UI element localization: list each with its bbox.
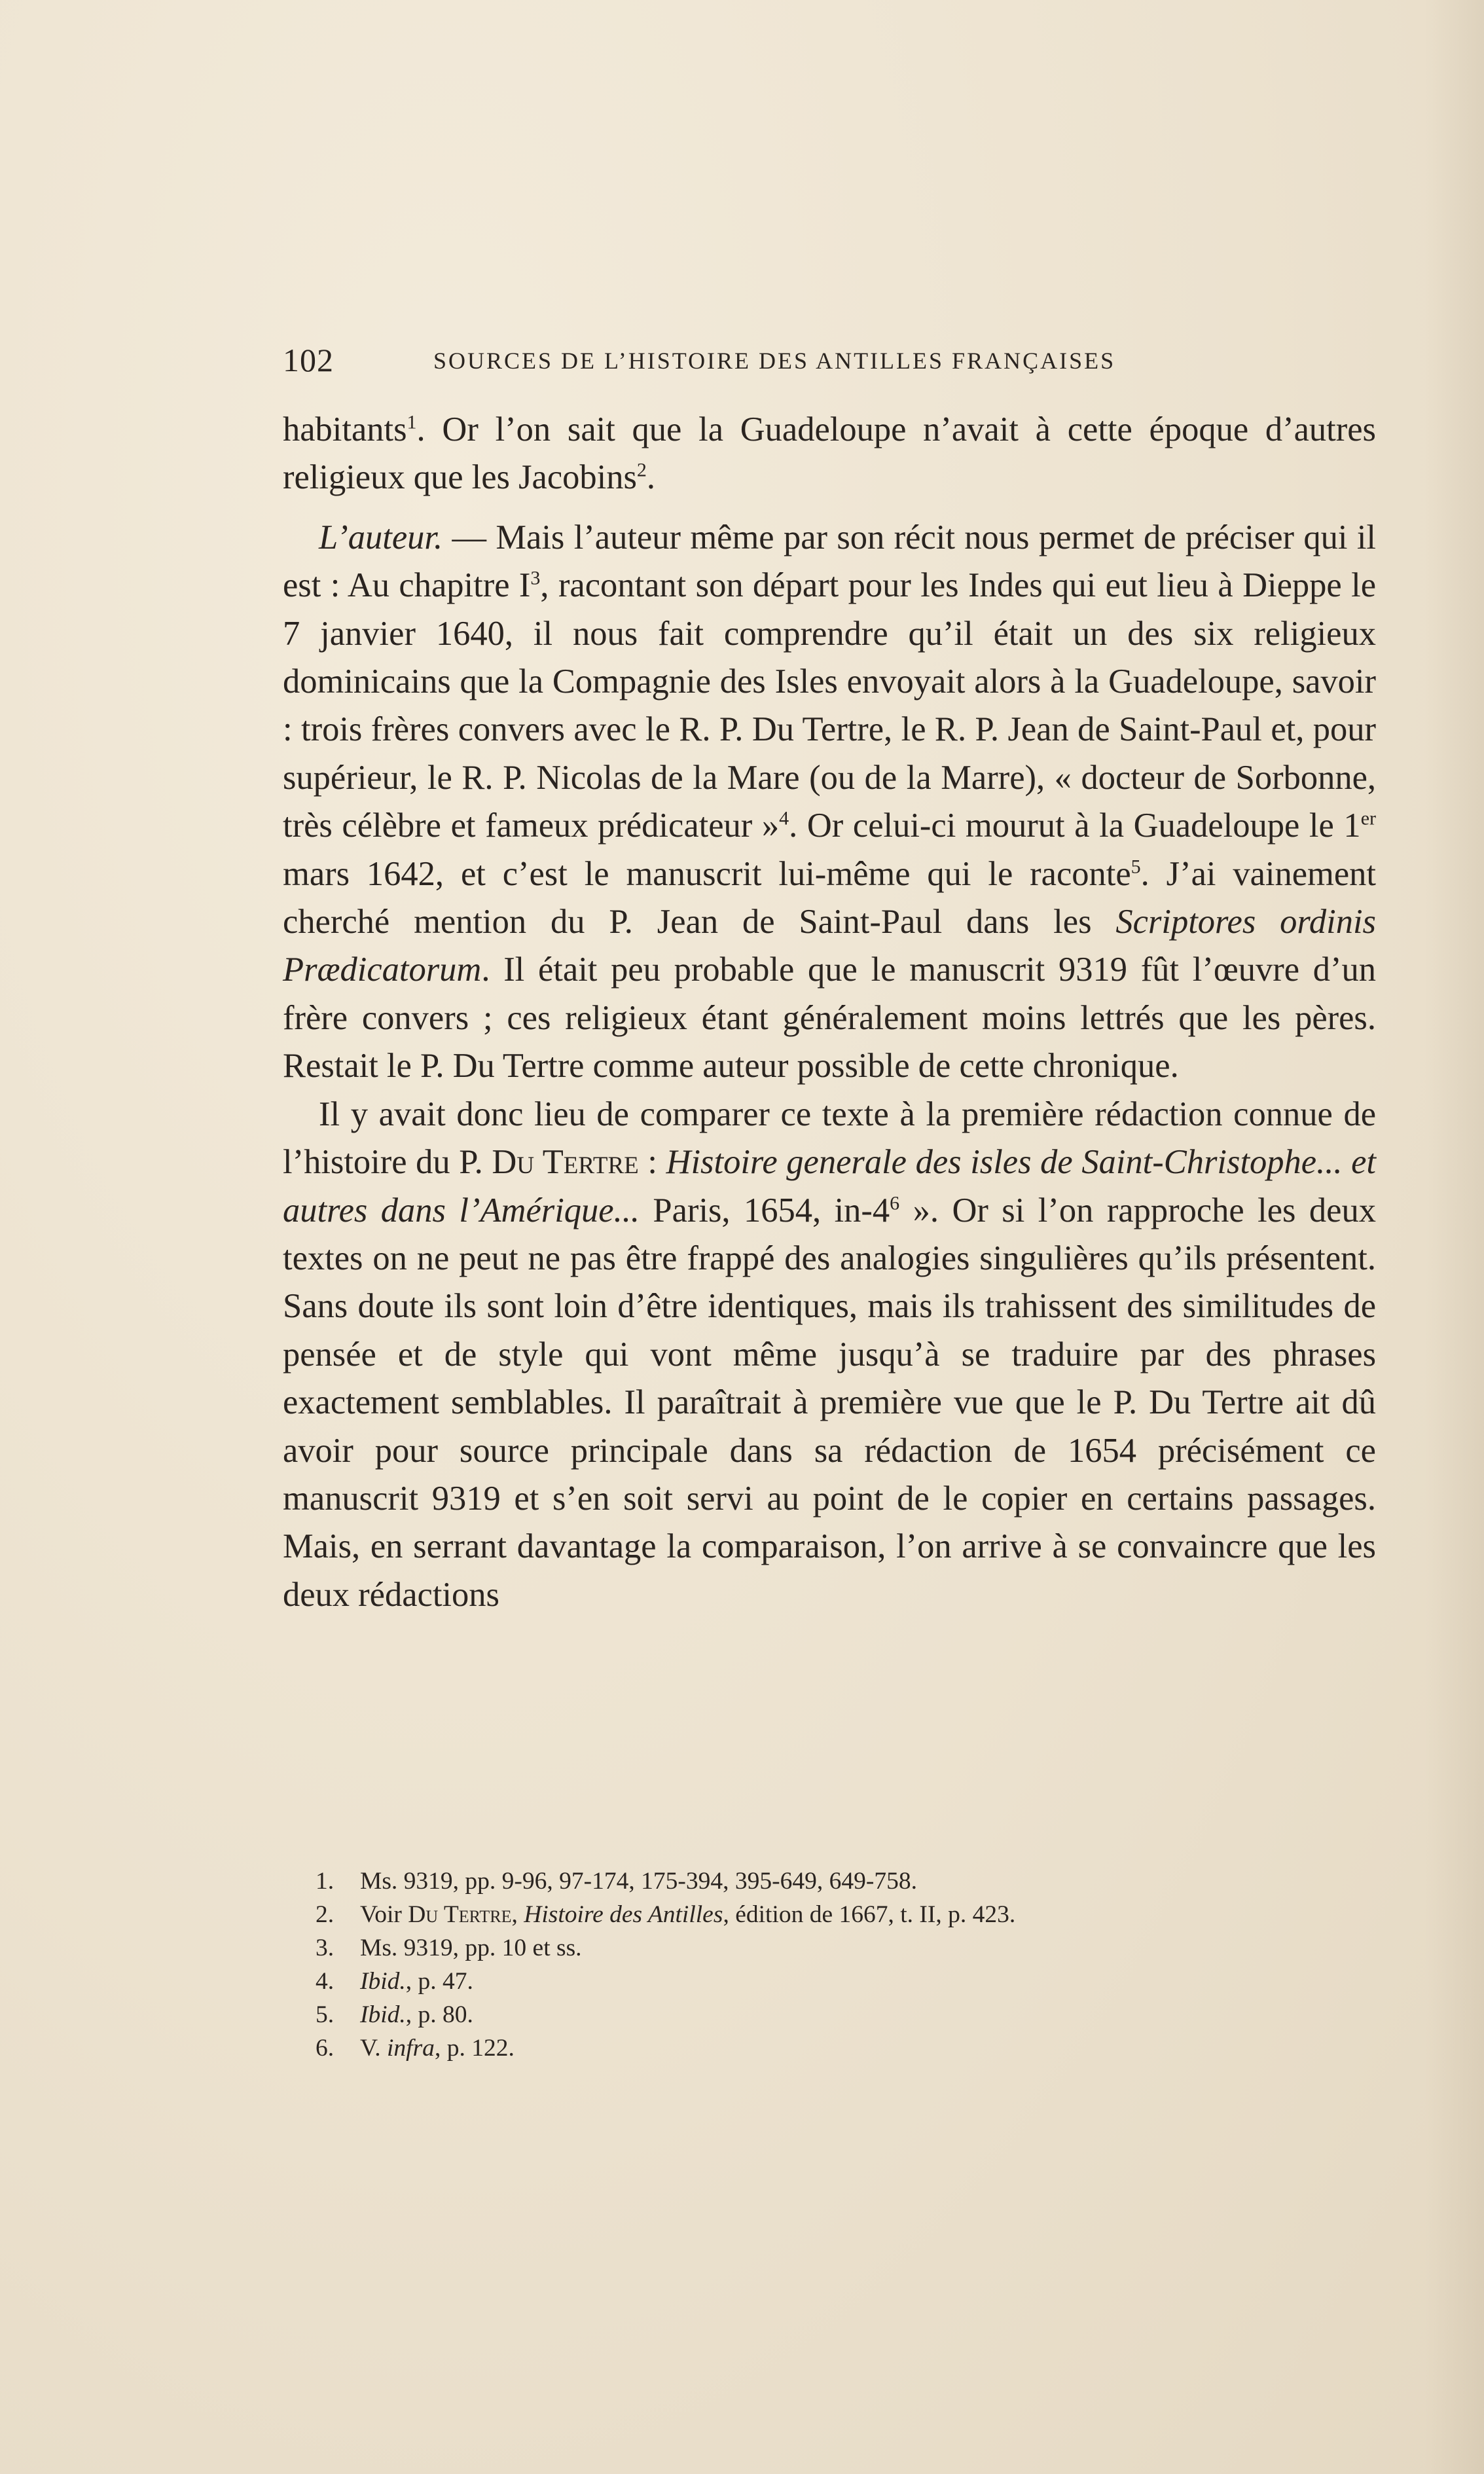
section-lead: L’auteur. [319, 518, 443, 556]
text-run: : [638, 1143, 666, 1182]
italic-title: Histoire des Antilles [524, 1901, 723, 1928]
body-text [283, 406, 1376, 1619]
footnote-number: 3. [316, 1935, 335, 1961]
footnote-2 [316, 1898, 1363, 1931]
footnote-1 [316, 1865, 1363, 1898]
footnote-number: 6. [316, 2035, 335, 2062]
paragraph-gap [283, 502, 1376, 514]
footnote-ref-3: 3 [530, 567, 541, 589]
text-run: , édition de 1667, t. II, p. 423. [723, 1901, 1016, 1928]
footnote-5 [316, 1998, 1363, 2031]
footnotes [316, 1865, 1363, 2065]
footnote-number: 5. [316, 2001, 335, 2028]
page-number: 102 [283, 342, 334, 378]
text-run: . J’ai vainement cherché mention du P. Jean de Saint-Paul dans les [283, 854, 1377, 941]
footnote-text [360, 1898, 1015, 1931]
text-run: ». Or si l’on rapproche les deux textes on ne peut ne pas être frappé des analogies singulières qu’ils présentent. Sans doute ils sont loin d’être identiques, mais ils trahissent des similitudes de pensée et de style qui vont même jusqu’à se traduire par des phrases exactement semblables. Il paraîtrait à première vue que le P. Du Tertre ait dû avoir pour source principale dans sa rédaction de 1654 précisément ce manuscrit 9319 et s’en soit servi au point de le copier en certains passages. Mais, en serrant davantage la comparaison, l’on arrive à se convaincre que les deux rédactions [283, 1191, 1376, 1614]
footnote-6 [316, 2031, 1363, 2065]
text-run: . Il était peu probable que le manuscrit 9319 fût l’œuvre d’un frère convers ; ces religieux étant généralement moins lettrés que les pères. Restait le P. Du Tertre comme auteur possible de cette chronique. [283, 951, 1376, 1085]
footnote-text: Ms. 9319, pp. 10 et ss. [360, 1935, 582, 1961]
text-run: V. [360, 2035, 387, 2062]
text-run: habitants [283, 410, 407, 448]
text-run: . Or celui-ci mourut à la Guadeloupe le 1 [789, 807, 1361, 845]
footnote-ref-2: 2 [636, 459, 647, 481]
text-run: . Or l’on sait que la Guadeloupe n’avait à cette époque d’autres religieux que les Jacobins [283, 410, 1376, 497]
footnote-number: 4. [316, 1968, 335, 1995]
ordinal-superscript: er [1360, 807, 1376, 829]
text-run: Il y avait donc lieu de comparer ce texte à la première rédaction connue de l’histoire du P. [283, 1095, 1376, 1182]
footnote-ref-6: 6 [890, 1192, 900, 1214]
italic-infra: infra [387, 2035, 435, 2062]
text-run: . [646, 458, 656, 497]
author-name: Du Tertre [408, 1901, 512, 1928]
page-header [283, 337, 1225, 383]
footnote-text [360, 1998, 473, 2031]
footnote-ref-5: 5 [1131, 856, 1141, 878]
paragraph-1 [283, 406, 1376, 502]
italic-ibid: Ibid. [360, 1968, 406, 1995]
footnote-number: 2. [316, 1901, 335, 1928]
text-run: Voir [360, 1901, 408, 1928]
page-edge-shadow [1425, 0, 1484, 2474]
footnote-text: Ms. 9319, pp. 9-96, 97-174, 175-394, 395-649, 649-758. [360, 1868, 918, 1895]
running-head: SOURCES DE L’HISTOIRE DES ANTILLES FRANÇAISES [433, 348, 1116, 374]
footnote-ref-4: 4 [779, 807, 789, 829]
footnote-text [360, 1965, 473, 1998]
text-run: Paris, 1654, in-4 [639, 1191, 890, 1229]
footnote-3 [316, 1931, 1363, 1965]
paragraph-3 [283, 1091, 1376, 1619]
italic-ibid: Ibid. [360, 2001, 406, 2028]
footnote-4 [316, 1965, 1363, 1998]
footnote-ref-1: 1 [407, 411, 417, 433]
text-run: , p. 80. [405, 2001, 473, 2028]
text-run: — Mais l’auteur même par son récit nous permet de préciser qui il est : Au chapitre I [283, 518, 1376, 605]
italic-title: Scriptores ordinis Prædicatorum [283, 903, 1376, 989]
text-run: , p. 122. [434, 2035, 515, 2062]
author-name: Du Tertre [492, 1143, 639, 1182]
footnote-number: 1. [316, 1868, 335, 1895]
text-run: , [511, 1901, 524, 1928]
italic-title: Histoire generale des isles de Saint-Christophe... et autres dans l’Amérique... [283, 1143, 1376, 1229]
text-run: mars 1642, et c’est le manuscrit lui-même qui le raconte [283, 854, 1131, 893]
text-run: , p. 47. [405, 1968, 473, 1995]
paragraph-2 [283, 514, 1376, 1091]
text-run: , racontant son départ pour les Indes qui eut lieu à Dieppe le 7 janvier 1640, il nous fait comprendre qu’il était un des six religieux dominicains que la Compagnie des Isles envoyait alors à la Guadeloupe, savoir : trois frères convers avec le R. P. Du Tertre, le R. P. Jean de Saint-Paul et, pour supérieur, le R. P. Nicolas de la Mare (ou de la Marre), « docteur de Sorbonne, très célèbre et fameux prédicateur » [283, 566, 1376, 845]
footnote-text [360, 2031, 515, 2065]
